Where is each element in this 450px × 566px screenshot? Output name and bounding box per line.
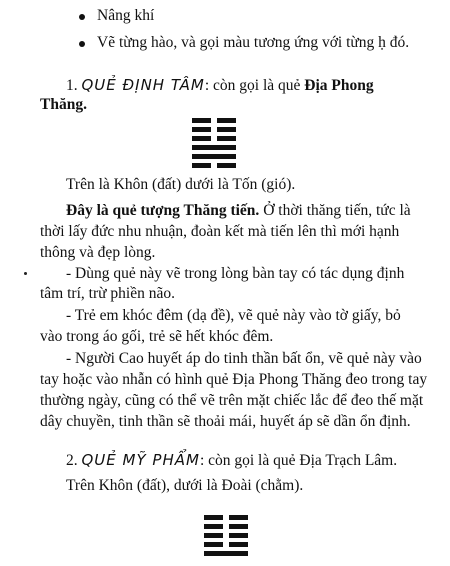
bullet-dot bbox=[79, 14, 85, 20]
section-number: 2. bbox=[66, 452, 78, 469]
bullet-dot bbox=[79, 41, 85, 47]
paragraph-line: thường ngày, cũng có thể vẽ trên mặt chiếc lắc để đeo thế mặt bbox=[40, 392, 424, 409]
paragraph-line: dây chuyền, tinh thần sẽ thoải mái, huyết áp sẽ dần ổn định. bbox=[40, 413, 411, 430]
heading-suffix: : còn gọi là quẻ Địa Trạch Lâm. bbox=[199, 452, 398, 469]
paragraph-line: - Dùng quẻ này vẽ trong lòng bàn tay có tác dụng định bbox=[66, 265, 405, 282]
paragraph-line: tay hoặc vào nhẫn có hình quẻ Địa Phong Thăng đeo trong tay bbox=[40, 371, 428, 388]
paragraph-line: vào trong áo gối, trẻ sẽ hết khóc đêm. bbox=[40, 328, 274, 345]
hexagram-name: Địa Phong bbox=[304, 77, 374, 94]
section-number: 1. bbox=[66, 77, 78, 94]
bullet-item: Vẽ từng hào, và gọi màu tương ứng với từng ḥ đó. bbox=[97, 34, 410, 51]
stray-mark bbox=[24, 272, 27, 275]
hexagram-line-yin bbox=[204, 515, 248, 520]
paragraph-line: - Người Cao huyết áp do tinh thần bất ổn, vẽ quẻ này vào bbox=[66, 350, 422, 367]
paragraph-line: tâm trí, trừ phiền não. bbox=[40, 285, 175, 302]
section-title-handwritten: QUẺ ĐỊNH TÂM bbox=[81, 76, 205, 94]
hexagram-dia-trach-lam bbox=[204, 515, 248, 560]
hexagram-line-yin bbox=[204, 542, 248, 547]
hexagram-line-yang bbox=[192, 145, 236, 150]
paragraph-line: thông và đẹp lòng. bbox=[40, 244, 156, 261]
hexagram-line-yin bbox=[204, 524, 248, 529]
hexagram-line-yin bbox=[204, 533, 248, 538]
hexagram-name-cont: Thăng. bbox=[40, 96, 87, 113]
paragraph-trigrams: Trên là Khôn (đất) dưới là Tốn (gió). bbox=[66, 176, 296, 193]
paragraph-line: thời lấy đức nhu nhuận, đoàn kết mà tiến lên thì mới hạnh bbox=[40, 223, 400, 240]
paragraph-line bbox=[66, 201, 411, 221]
hexagram-dia-phong-thang bbox=[192, 118, 236, 172]
paragraph-line: - Trẻ em khóc đêm (dạ đề), vẽ quẻ này vào tờ giấy, bỏ bbox=[66, 307, 401, 324]
paragraph-bold-lead: Đây là quẻ tượng Thăng tiến. bbox=[66, 202, 260, 219]
bullet-item: Nâng khí bbox=[97, 7, 155, 24]
paragraph-text: Ở thời thăng tiến, tức là bbox=[259, 202, 411, 219]
hexagram-line-yang bbox=[192, 154, 236, 159]
heading-suffix: : còn gọi là quẻ bbox=[204, 77, 301, 94]
hexagram-line-yin bbox=[192, 136, 236, 141]
section-heading-1 bbox=[66, 75, 374, 96]
paragraph-trigrams: Trên Khôn (đất), dưới là Đoài (chằm). bbox=[66, 477, 304, 494]
section-heading-2 bbox=[66, 450, 397, 471]
hexagram-line-yin bbox=[192, 127, 236, 132]
section-title-handwritten: QUẺ MỸ PHẨM bbox=[81, 451, 200, 469]
hexagram-line-yin bbox=[192, 163, 236, 168]
hexagram-line-yang bbox=[204, 551, 248, 556]
hexagram-line-yin bbox=[192, 118, 236, 123]
